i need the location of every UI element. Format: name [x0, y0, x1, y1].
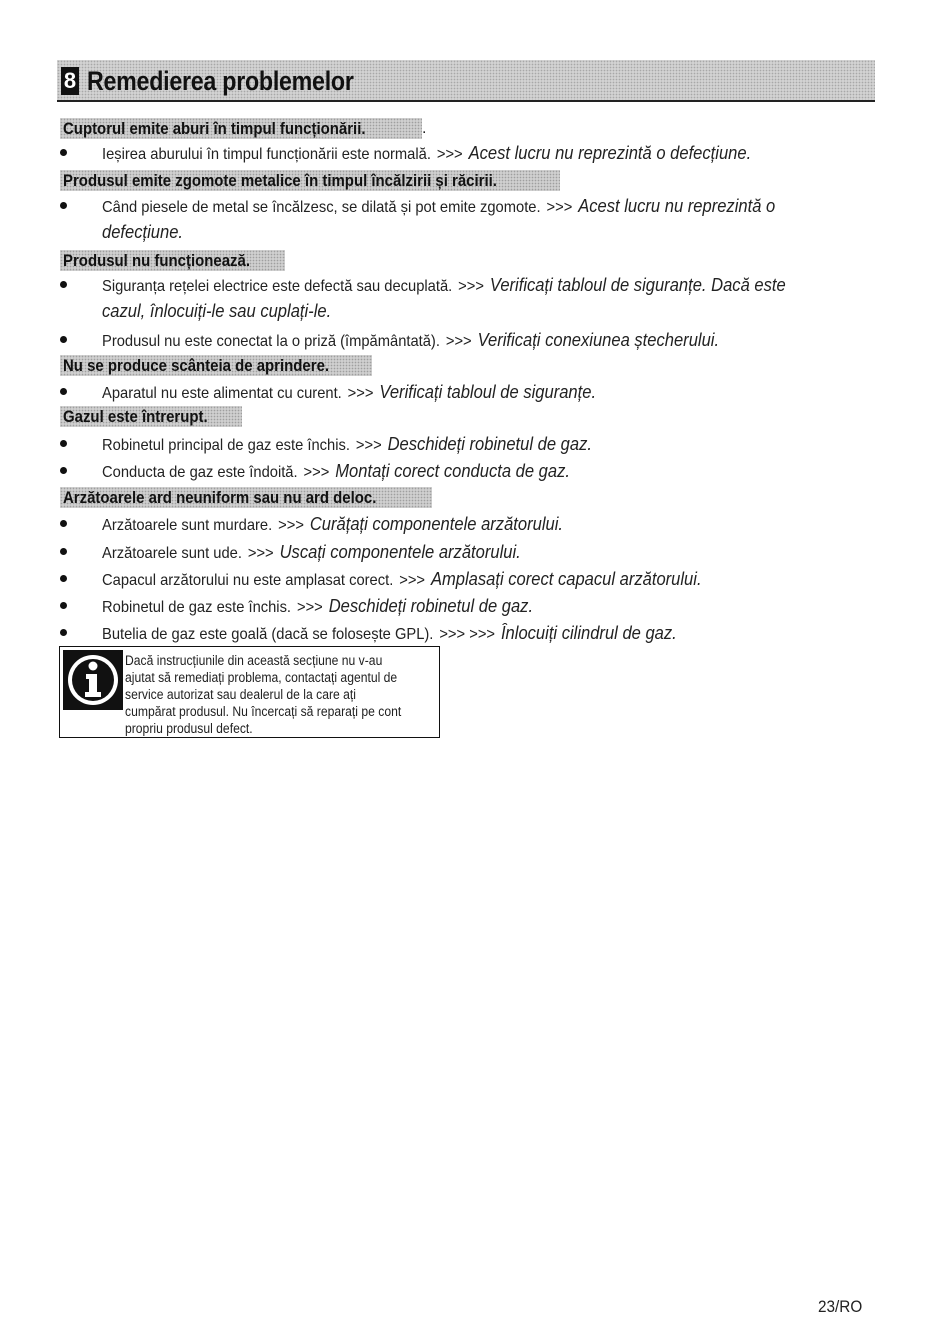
bullet-icon	[60, 149, 67, 156]
bullet-icon	[60, 520, 67, 527]
item-text: Conducta de gaz este îndoită. >>> Montați corect conducta de gaz.	[102, 461, 570, 481]
bullet-icon	[60, 575, 67, 582]
heading-suffix: .	[422, 120, 427, 137]
page-number: 23/RO	[818, 1297, 863, 1316]
bullet-icon	[60, 202, 67, 209]
item-text: Arzătoarele sunt ude. >>> Uscați componentele arzătorului.	[102, 542, 521, 562]
item-text: Butelia de gaz este goală (dacă se folosește GPL). >>> >>> Înlocuiți cilindrul de gaz.	[102, 623, 677, 643]
info-icon	[63, 650, 123, 710]
bullet-icon	[60, 440, 67, 447]
item-text: Produsul nu este conectat la o priză (împământată). >>> Verificați conexiunea ștecherului.	[102, 330, 720, 350]
section-heading: Arzătoarele ard neuniform sau nu ard deloc.	[60, 487, 432, 508]
bullet-icon	[60, 388, 67, 395]
section-heading: Produsul emite zgomote metalice în timpul încălzirii și răcirii.	[60, 170, 560, 191]
bullet-icon	[60, 336, 67, 343]
bullet-icon	[60, 548, 67, 555]
bullet-icon	[60, 602, 67, 609]
item-text: Când piesele de metal se încălzesc, se dilată și pot emite zgomote. >>> Acest lucru nu reprezintă o defecțiune.	[102, 196, 776, 242]
bullet-icon	[60, 629, 67, 636]
item-text: Aparatul nu este alimentat cu curent. >>> Verificați tabloul de siguranțe.	[102, 382, 597, 402]
section-heading: Nu se produce scânteia de aprindere.	[60, 355, 372, 376]
chapter-title: Remedierea problemelor	[87, 66, 354, 96]
chapter-number: 8	[61, 67, 79, 95]
section-heading: Cuptorul emite aburi în timpul funcționării.	[60, 118, 422, 139]
section-heading: Produsul nu funcționează.	[60, 250, 285, 271]
chapter-header	[57, 60, 875, 102]
section-heading: Gazul este întrerupt.	[60, 406, 242, 427]
item-text: Arzătoarele sunt murdare. >>> Curățați componentele arzătorului.	[102, 514, 563, 534]
item-text: Capacul arzătorului nu este amplasat corect. >>> Amplasați corect capacul arzătorului.	[102, 569, 702, 589]
item-text: Siguranța rețelei electrice este defectă sau decuplată. >>> Verificați tabloul de siguranțe. Dacă este cazul, înlocuiți-le sau cuplați-le.	[102, 275, 786, 321]
item-text: Ieșirea aburului în timpul funcționării este normală. >>> Acest lucru nu reprezintă o defecțiune.	[102, 143, 752, 163]
info-note-box	[59, 646, 440, 738]
item-text: Robinetul principal de gaz este închis. >>> Deschideți robinetul de gaz.	[102, 434, 592, 454]
bullet-icon	[60, 467, 67, 474]
bullet-icon	[60, 281, 67, 288]
item-text: Robinetul de gaz este închis. >>> Deschideți robinetul de gaz.	[102, 596, 534, 616]
info-note-text: Dacă instrucțiunile din această secțiune nu v-au ajutat să remediați problema, contactați agentul de service autorizat sau dealerul de la care ați cumpărat produsul. Nu încercați să reparați pe cont propriu produsul defect.	[125, 653, 402, 736]
